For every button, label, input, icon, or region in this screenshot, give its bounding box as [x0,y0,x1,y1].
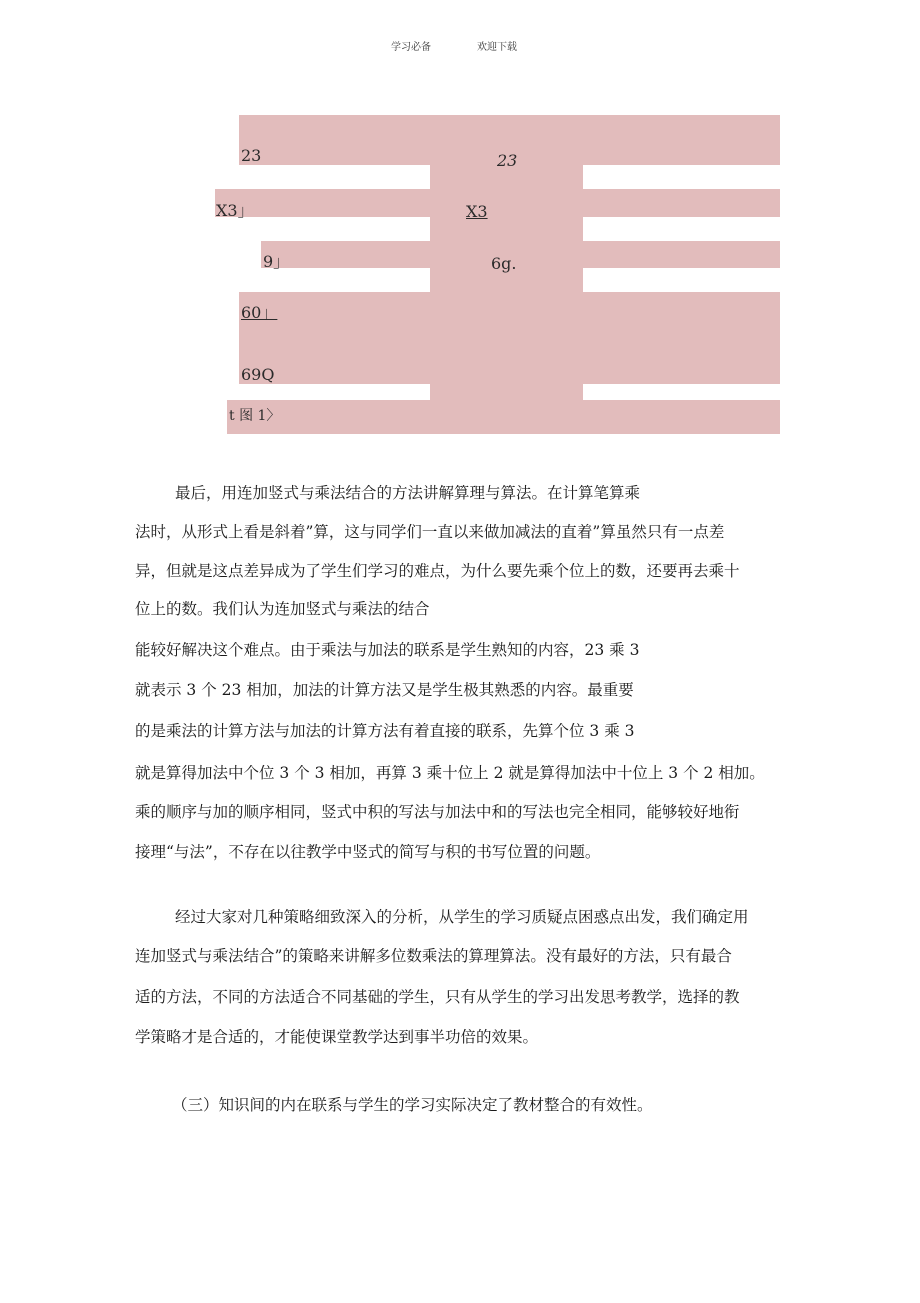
left-product: 69Q [241,365,275,384]
paragraph-line: 的是乘法的计算方法与加法的计算方法有着直接的联系，先算个位 3 乘 3 [135,722,635,740]
left-partial-tens: 60」 [241,303,278,322]
paragraph-line: 乘的顺序与加的顺序相同，竖式中积的写法与加法中和的写法也完全相同，能够较好地衔 [135,803,740,821]
section-heading: （三）知识间的内在联系与学生的学习实际决定了教材整合的有效性。 [172,1096,653,1114]
center-multiplier: X3 [466,202,488,221]
figure-band [583,189,780,217]
paragraph-line: 位上的数。我们认为连加竖式与乘法的结合 [135,600,430,618]
figure-band [239,115,430,165]
paragraph-line: 连加竖式与乘法结合”的策略来讲解多位数乘法的算理算法。没有最好的方法，只有最合 [135,947,732,965]
header-right: 欢迎下载 [477,42,517,53]
left-multiplier: X3」 [216,201,254,220]
paragraph-line: 经过大家对几种策略细致深入的分析，从学生的学习质疑点困惑点出发，我们确定用 [175,908,749,926]
center-product: 6g. [491,254,517,273]
center-multiplicand: 23 [497,151,518,170]
paragraph-line: 异，但就是这点差异成为了学生们学习的难点，为什么要先乘个位上的数，还要再去乘十 [135,562,740,580]
paragraph-line: 就是算得加法中个位 3 个 3 相加，再算 3 乘十位上 2 就是算得加法中十位上 3 个 2 相加。 [135,764,765,782]
figure-caption: t 图 1〉 [229,408,281,424]
paragraph-line: 能较好解决这个难点。由于乘法与加法的联系是学生熟知的内容，23 乘 3 [135,641,640,659]
paragraph-line: 学策略才是合适的，才能使课堂教学达到事半功倍的效果。 [135,1028,539,1046]
header-left: 学习必备 [391,42,431,53]
left-multiplicand: 23 [241,146,262,165]
figure-band [583,241,780,268]
paragraph-line: 最后，用连加竖式与乘法结合的方法讲解算理与算法。在计算笔算乘 [175,484,641,502]
figure-band [583,115,780,165]
figure-band [583,292,780,384]
paragraph-line: 接理“与法”，不存在以往教学中竖式的简写与积的书写位置的问题。 [135,843,601,861]
left-partial-ones: 9」 [263,252,290,271]
paragraph-line: 法时，从形式上看是斜着”算，这与同学们一直以来做加减法的直着”算虽然只有一点差 [135,523,725,541]
figure-band [227,400,780,434]
paragraph-line: 就表示 3 个 23 相加，加法的计算方法又是学生极其熟悉的内容。最重要 [135,681,634,699]
paragraph-line: 适的方法，不同的方法适合不同基础的学生，只有从学生的学习出发思考教学，选择的教 [135,988,740,1006]
